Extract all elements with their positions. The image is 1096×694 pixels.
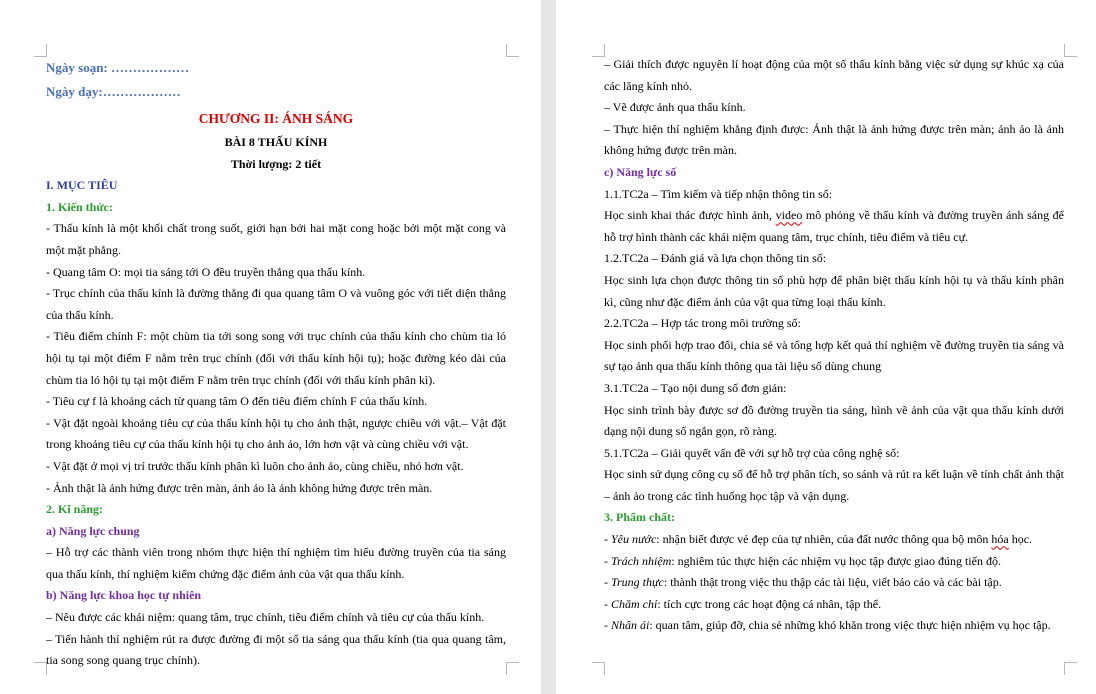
- page-left-content[interactable]: [46, 56, 506, 672]
- general-competence-heading: a) Năng lực chung: [46, 523, 140, 538]
- text-run: : thành thật trong việc thu thập các tài liệu, viết báo cáo và các bài tập.: [663, 575, 1002, 590]
- quality-item: [604, 551, 1064, 573]
- text-run: : tích cực trong các hoạt động cá nhân, tập thể.: [657, 596, 882, 611]
- quality-item: [604, 529, 1064, 551]
- quality-label: - Yêu nước: [604, 532, 657, 547]
- digital-item-text: Học sinh lựa chọn được thông tin số phù hợp để phân biệt thấu kính hội tụ và thấu kính phân kì, cũng như đặc điểm ảnh của vật qua từng loại thấu kính.: [604, 272, 1064, 309]
- paragraph: - Quang tâm O: mọi tia sáng tới O đều truyền thẳng qua thấu kính.: [46, 264, 366, 279]
- margin-mark: [1064, 662, 1077, 675]
- paragraph: - Tiêu cự f là khoảng cách từ quang tâm O đến tiêu điểm chính F của thấu kính.: [46, 394, 428, 409]
- lesson-title: BÀI 8 THẤU KÍNH: [224, 135, 328, 149]
- paragraph: - Ảnh thật là ảnh hứng được trên màn, ảnh ảo là ảnh không hứng được trên màn.: [46, 480, 433, 495]
- paragraph: - Thấu kính là một khối chất trong suốt, giới hạn bởi hai mặt cong hoặc bởi một mặt cong và một mặt phẳng.: [46, 221, 506, 257]
- quality-item: [604, 615, 1064, 637]
- qualities-heading: 3. Phẩm chất:: [604, 510, 675, 525]
- paragraph: – Giải thích được nguyên lí hoạt động của một số thấu kính bằng việc sử dụng sự khúc xạ của các lăng kính nhỏ.: [604, 57, 1064, 93]
- document-page-left: [0, 0, 541, 694]
- digital-competence-heading: c) Năng lực số: [604, 164, 677, 179]
- digital-item-title: 1.1.TC2a – Tìm kiếm và tiếp nhận thông tin số:: [604, 186, 833, 201]
- digital-item-text: Học sinh sử dụng công cụ số để hỗ trợ phân tích, so sánh và rút ra kết luận về tính chất ảnh thật – ảnh ảo trong các tình huống học tập và vận dụng.: [604, 467, 1064, 503]
- chapter-title: CHƯƠNG II: ÁNH SÁNG: [198, 111, 354, 126]
- paragraph: - Vật đặt ở mọi vị trí trước thấu kính phân kì luôn cho ảnh ảo, cùng chiều, nhỏ hơn vật.: [46, 458, 464, 473]
- text-run: : quan tâm, giúp đỡ, chia sẻ những khó khăn trong việc thực hiện nhiệm vụ học tập.: [649, 618, 1051, 633]
- teaching-date: Ngày dạy:………………: [46, 84, 181, 99]
- paragraph: – Tiến hành thí nghiệm rút ra được đường đi một số tia sáng qua thấu kính (tia qua quang tâm, tia song song quang trục chính).: [46, 631, 506, 668]
- text-run: : nghiêm túc thực hiện các nhiệm vụ học tập được giao đúng tiến độ.: [671, 553, 1001, 568]
- digital-item-text: Học sinh phối hợp trao đổi, chia sẻ và tổng hợp kết quả thí nghiệm về đường truyền tia sáng và sự tạo ảnh qua thấu kính thông qua tài liệu số dùng chung: [604, 337, 1064, 374]
- spellcheck-word[interactable]: video: [775, 208, 803, 223]
- digital-item-text: Học sinh trình bày được sơ đồ đường truyền tia sáng, hình vẽ ảnh của vật qua thấu kính dưới dạng nội dung số ngắn gọn, rõ ràng.: [604, 402, 1064, 439]
- quality-label: - Nhân ái: [604, 618, 650, 633]
- text-run: học.: [1008, 532, 1033, 547]
- margin-mark: [506, 44, 519, 57]
- margin-mark: [1064, 44, 1077, 57]
- page-right-content[interactable]: [604, 54, 1064, 637]
- digital-item-title: 3.1.TC2a – Tạo nội dung số đơn giản:: [604, 380, 787, 395]
- paragraph: – Vẽ được ảnh qua thấu kính.: [604, 100, 746, 115]
- paragraph: - Trục chính của thấu kính là đường thẳng đi qua quang tâm O và vuông góc với tiết diện thẳng của thấu kính.: [46, 286, 506, 322]
- page-gap: [541, 0, 556, 694]
- spellcheck-word[interactable]: hóa: [991, 532, 1009, 547]
- document-page-right: [556, 0, 1096, 694]
- digital-item-title: 5.1.TC2a – Giải quyết vấn đề với sự hỗ trợ của công nghệ số:: [604, 445, 900, 460]
- quality-label: - Chăm chỉ: [604, 596, 658, 611]
- text-run: mô phỏng về thấu kính và đường truyền ánh sáng để hỗ trợ hình thành các khái niệm quang tâm, trục chính, tiêu điểm và tiêu cự.: [604, 208, 1065, 244]
- paragraph: – Nêu được các khái niệm: quang tâm, trục chính, tiêu điểm chính và tiêu cự của thấu kính.: [46, 610, 485, 625]
- text-run: : nhận biết được vẻ đẹp của tự nhiên, của đất nước thông qua bộ môn: [656, 532, 992, 547]
- quality-item: [604, 594, 1064, 616]
- text-run: Học sinh khai thác được hình ảnh,: [604, 208, 776, 223]
- quality-item: [604, 572, 1064, 594]
- prepare-date: Ngày soạn: ………………: [46, 60, 190, 75]
- paragraph: - Vật đặt ngoài khoảng tiêu cự của thấu kính hội tụ cho ảnh thật, ngược chiều với vật.– Vật đặt trong khoảng tiêu cự của thấu kính hội tụ cho ảnh ảo, lớn hơn vật và cùng chiều với vật.: [46, 415, 506, 452]
- skills-heading: 2. Kĩ năng:: [46, 502, 104, 517]
- science-competence-heading: b) Năng lực khoa học tự nhiên: [46, 588, 202, 603]
- quality-label: - Trung thực: [604, 575, 664, 590]
- margin-mark: [506, 662, 519, 675]
- margin-mark: [592, 662, 605, 675]
- digital-item-title: 1.2.TC2a – Đánh giá và lựa chọn thông tin số:: [604, 251, 827, 266]
- lesson-duration: Thời lượng: 2 tiết: [230, 156, 322, 171]
- digital-item-text: [604, 205, 1064, 248]
- knowledge-heading: 1. Kiến thức:: [46, 199, 113, 214]
- section-heading-goals: I. MỤC TIÊU: [46, 178, 118, 193]
- paragraph: – Hỗ trợ các thành viên trong nhóm thực hiện thí nghiệm tìm hiểu đường truyền của tia sáng qua thấu kính, thí nghiệm kiểm chứng đặc điểm ảnh của vật qua thấu kính.: [46, 545, 506, 581]
- paragraph: – Thực hiện thí nghiệm khẳng định được: Ảnh thật là ảnh hứng được trên màn; ảnh ảo là ảnh không hứng được trên màn.: [604, 121, 1064, 158]
- digital-item-title: 2.2.TC2a – Hợp tác trong môi trường số:: [604, 316, 801, 331]
- quality-label: - Trách nhiệm: [604, 553, 672, 568]
- paragraph: - Tiêu điểm chính F: một chùm tia tới song song với trục chính của thấu kính cho chùm tia ló hội tụ tại một điểm F nằm trên trục chính (đối với thấu kính hội tụ); hoặc đường kéo dài của chùm tia ló hội tụ tại một điểm F nằm trên trục chính (đối với thấu kính phân kì).: [46, 329, 506, 387]
